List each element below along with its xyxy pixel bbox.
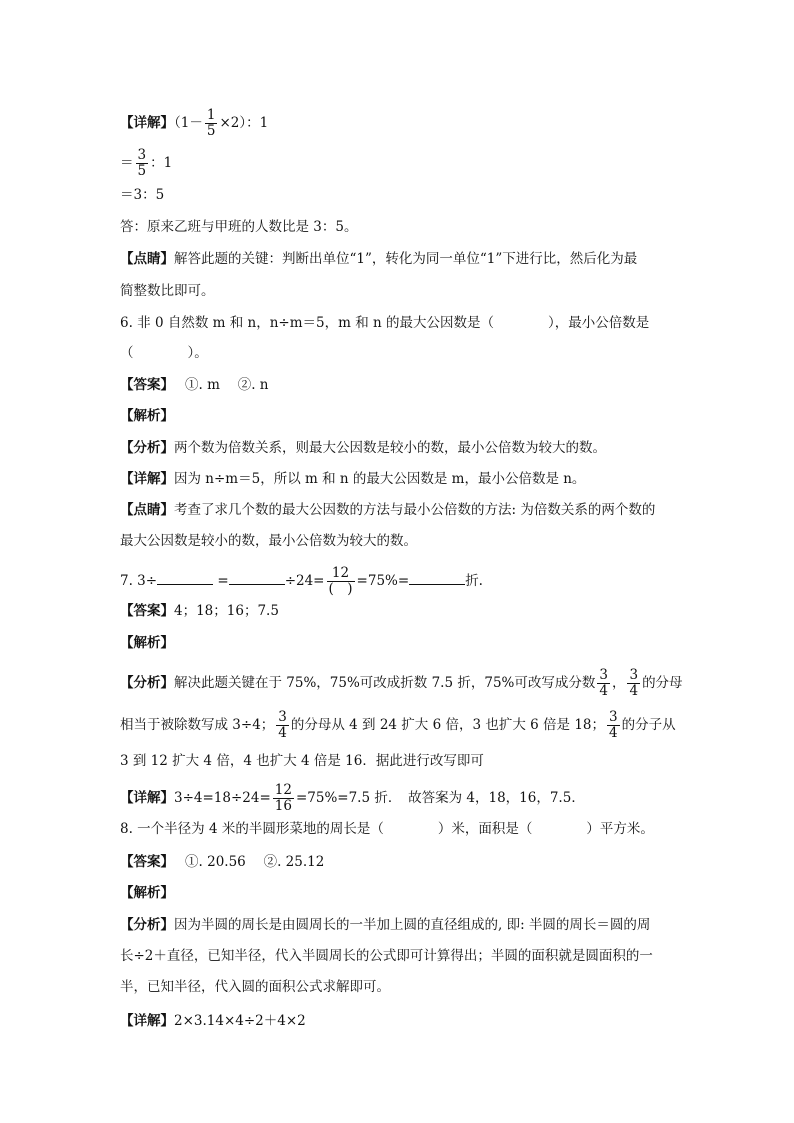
analysis-6	[120, 438, 606, 458]
analysis-tag: 【分析】	[120, 440, 174, 456]
blank-3[interactable]	[409, 570, 465, 585]
answer-line: 答：原来乙班与甲班的人数比是 3：5。	[120, 219, 358, 235]
fraction-3-4: $\frac{3}{4}$	[609, 709, 618, 741]
analysis-text: 因为半圆的周长是由圆周长的一半加上圆的直径组成的, 即: 半圆的周长＝圆的周	[174, 917, 651, 933]
question-8: 8. 一个半径为 4 米的半圆形菜地的周长是（ ）米，面积是（ ）平方米。	[120, 821, 654, 837]
analysis-text-end: 的分母	[642, 675, 683, 691]
answer-tag: 【答案】	[120, 377, 168, 393]
detail-text: 2×3.14×4÷2＋4×2	[174, 1013, 306, 1029]
detail-tag: 【详解】	[120, 115, 174, 131]
blank-2[interactable]	[229, 570, 285, 585]
detail-text-end: =75%=7.5 折． 故答案为 4，18，16，7.5．	[295, 790, 585, 806]
key-point-text: 考查了求几个数的最大公因数的方法与最小公倍数的方法: 为倍数关系的两个数的	[174, 502, 656, 518]
key-point-text: 解答此题的关键：判断出单位“1”，转化为同一单位“1”下进行比，然后化为最	[174, 251, 638, 267]
fraction-3-4: $\frac{3}{4}$	[599, 667, 608, 699]
q7-percent: =75%=	[356, 573, 410, 589]
detail-7	[120, 783, 585, 814]
key-point-6-cont: 最大公因数是较小的数，最小公倍数为较大的数。	[120, 533, 417, 549]
analysis-7-cont-2: 3 到 12 扩大 4 倍，4 也扩大 4 倍是 16．据此进行改写即可	[120, 753, 484, 769]
analysis-7	[120, 668, 683, 699]
analysis-text-end: 的分子从	[621, 717, 676, 733]
detail-8	[120, 1011, 306, 1031]
key-point-line	[120, 249, 637, 269]
blank-1[interactable]	[157, 570, 213, 585]
fraction-1-5: $\frac{1}{5}$	[206, 107, 216, 139]
detail-tag: 【详解】	[120, 471, 174, 487]
analysis-tag: 【分析】	[120, 917, 174, 933]
q7-start: 7. 3÷	[120, 573, 158, 589]
analysis-text: 解决此题关键在于 75%，75%可改成折数 7.5 折，75%可改写成分数	[174, 675, 596, 691]
expr-end: ×2）：1	[219, 115, 269, 131]
question-6-cont: （ ）。	[120, 345, 208, 361]
detail-6	[120, 469, 585, 489]
answer-8	[120, 852, 324, 872]
detail-line-2	[120, 148, 172, 179]
answer-text: ①. m ②. n	[167, 377, 269, 393]
expr-start: （1－	[174, 115, 203, 131]
analysis-7-tag: 【解析】	[120, 635, 174, 651]
key-point-tag: 【点睛】	[120, 251, 174, 267]
fraction-3-4: $\frac{3}{4}$	[278, 709, 287, 741]
analysis-text-mid: 的分母从 4 到 24 扩大 6 倍，3 也扩大 6 倍是 18；	[290, 717, 606, 733]
comma: ，	[611, 675, 626, 691]
detail-tag: 【详解】	[120, 790, 174, 806]
detail-tag: 【详解】	[120, 1013, 174, 1029]
fraction-3-5: $\frac{3}{5}$	[137, 147, 147, 179]
equals-sign: ＝	[120, 155, 134, 171]
analysis-8-cont: 长÷2＋直径，已知半径，代入半圆周长的公式即可计算得出；半圆的面积就是圆面积的一	[120, 948, 653, 964]
analysis-8-cont-2: 半，已知半径，代入圆的面积公式求解即可。	[120, 979, 390, 995]
key-point-line-2: 简整数比即可。	[120, 283, 215, 299]
key-point-tag: 【点睛】	[120, 502, 174, 518]
answer-7	[120, 601, 279, 621]
question-6: 6. 非 0 自然数 m 和 n，n÷m＝5，m 和 n 的最大公因数是（ ），最小公倍数是	[120, 315, 650, 331]
answer-text: 4；18；16；7.5	[174, 603, 279, 619]
detail-line-1	[120, 108, 268, 139]
analysis-text: 两个数为倍数关系，则最大公因数是较小的数，最小公倍数为较大的数。	[174, 440, 606, 456]
answer-6	[120, 375, 269, 395]
fraction-3-4: $\frac{3}{4}$	[629, 667, 639, 699]
answer-tag: 【答案】	[120, 603, 174, 619]
q7-div: ÷24=	[284, 573, 325, 589]
ratio-tail: ：1	[150, 155, 173, 171]
analysis-text: 相当于被除数写成 3÷4；	[120, 717, 275, 733]
analysis-8-tag: 【解析】	[120, 885, 174, 901]
analysis-7-cont	[120, 710, 676, 741]
detail-text: 3÷4=18÷24=	[174, 790, 271, 806]
fraction-12-16: $\frac{12}{16}$	[274, 782, 292, 814]
q7-eq1: =	[213, 573, 229, 589]
analysis-8	[120, 915, 650, 935]
analysis-6-tag: 【解析】	[120, 408, 174, 424]
detail-line-3: ＝3：5	[120, 187, 165, 203]
answer-tag: 【答案】	[120, 854, 168, 870]
detail-text: 因为 n÷m＝5，所以 m 和 n 的最大公因数是 m，最小公倍数是 n。	[174, 471, 586, 487]
key-point-6	[120, 500, 655, 520]
analysis-tag: 【分析】	[120, 675, 174, 691]
question-7	[120, 566, 483, 597]
q7-end: 折.	[465, 573, 483, 589]
fraction-12-blank: $\frac{12}{( )}$	[328, 565, 353, 597]
answer-text: ①. 20.56 ②. 25.12	[167, 854, 325, 870]
